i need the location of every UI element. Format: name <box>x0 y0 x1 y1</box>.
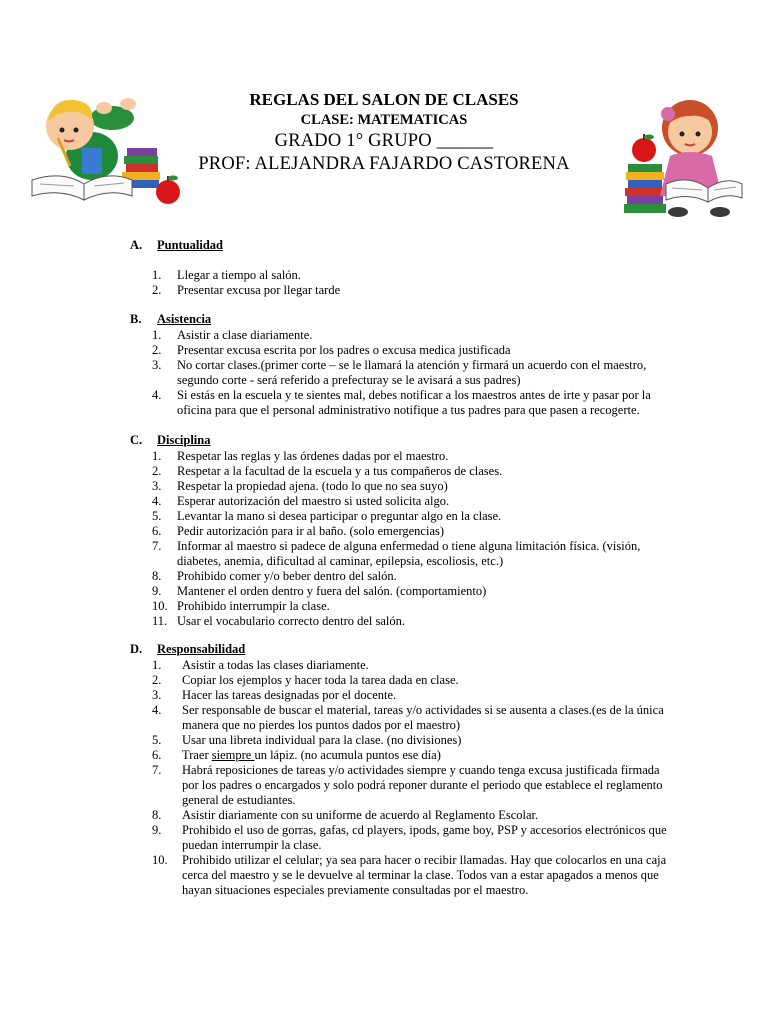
rule-item <box>130 763 670 808</box>
rule-text: Esperar autorización del maestro si usted solicita algo. <box>177 494 450 508</box>
section-title: Responsabilidad <box>157 642 246 656</box>
rule-number: 4. <box>152 494 162 508</box>
section-heading <box>130 433 670 449</box>
rule-item <box>130 539 670 569</box>
section-letter: C. <box>130 433 143 447</box>
rule-number: 3. <box>152 479 162 493</box>
rule-item <box>130 569 670 584</box>
rule-item <box>130 673 670 688</box>
class-subject: CLASE: MATEMATICAS <box>300 112 468 128</box>
rule-item <box>130 464 670 479</box>
rule-number: 2. <box>152 343 162 357</box>
rule-item <box>130 328 670 343</box>
rule-text: Habrá reposiciones de tareas y/o actividades siempre y cuando tenga excusa justificada firmada por los padres o encargados y solo podrá reponer durante el periodo que establece el reglamento general de estudiantes. <box>182 763 663 807</box>
rule-item <box>130 658 670 673</box>
grade-group: GRADO 1° GRUPO ______ <box>274 131 494 151</box>
rule-item <box>130 268 670 283</box>
rule-number: 10. <box>152 599 168 613</box>
rule-text: No cortar clases.(primer corte – se le llamará la atención y firmará un acuerdo con el maestro, segundo corte - será referido a prefecturay se le avisará a sus padres) <box>177 358 647 387</box>
rule-text: Si estás en la escuela y te sientes mal, debes notificar a los maestros antes de irte y pasar por la oficina para que el personal administrativo notifique a tus padres para que pasen a recogerte. <box>177 388 651 417</box>
rule-text: Asistir a clase diariamente. <box>177 328 313 342</box>
rule-number: 10. <box>152 853 168 867</box>
rule-text: Prohibido utilizar el celular; ya sea para hacer o recibir llamadas. Hay que colocarlos en una caja cerca del maestro y se le devuelve al terminar la clase. Todos van a estar apagados a menos que hayan situaciones especiales previamente consultadas por el maestro. <box>182 853 667 897</box>
rule-item <box>130 808 670 823</box>
rule-text-post: un lápiz. (no acumula puntos ese día) <box>254 748 441 762</box>
rule-number: 7. <box>152 539 162 553</box>
rule-number: 5. <box>152 509 162 523</box>
rule-item <box>130 358 670 388</box>
rule-text: Presentar excusa por llegar tarde <box>177 283 341 297</box>
rule-number: 5. <box>152 733 162 747</box>
rule-number: 1. <box>152 268 162 282</box>
rule-item <box>130 733 670 748</box>
rule-text: Pedir autorización para ir al baño. (solo emergencias) <box>177 524 445 538</box>
rule-number: 6. <box>152 524 162 538</box>
rule-number: 11. <box>152 614 168 628</box>
rule-number: 9. <box>152 584 162 598</box>
rule-text: Presentar excusa escrita por los padres o excusa medica justificada <box>177 343 511 357</box>
rule-number: 6. <box>152 748 162 762</box>
rule-number: 3. <box>152 358 162 372</box>
section-title: Disciplina <box>157 433 211 447</box>
rule-list <box>130 449 670 629</box>
rule-text: Ser responsable de buscar el material, tareas y/o actividades si se ausenta a clases.(es de la única manera que no pierdes los puntos dados por el maestro) <box>182 703 664 732</box>
rule-number: 1. <box>152 328 162 342</box>
rule-text: Prohibido comer y/o beber dentro del salón. <box>177 569 397 583</box>
section-heading <box>130 238 670 254</box>
rule-number: 2. <box>152 283 162 297</box>
rule-item <box>130 584 670 599</box>
rule-item <box>130 688 670 703</box>
rule-item <box>130 703 670 733</box>
rule-number: 1. <box>152 658 162 672</box>
rule-number: 8. <box>152 569 162 583</box>
rule-item <box>130 853 670 898</box>
rule-text: Prohibido interrumpir la clase. <box>177 599 330 613</box>
section-title: Puntualidad <box>157 238 224 252</box>
rule-number: 2. <box>152 673 162 687</box>
rule-item <box>130 494 670 509</box>
section-heading <box>130 642 670 658</box>
rule-item <box>130 388 670 418</box>
rule-item <box>130 614 670 629</box>
rule-text-pre: Traer <box>182 748 212 762</box>
rule-text: Usar el vocabulario correcto dentro del salón. <box>177 614 406 628</box>
rule-item <box>130 283 670 298</box>
rule-number: 8. <box>152 808 162 822</box>
rule-number: 3. <box>152 688 162 702</box>
document-header <box>0 90 768 176</box>
section-puntualidad <box>130 238 670 298</box>
rule-item <box>130 479 670 494</box>
rule-list <box>130 268 670 298</box>
section-asistencia <box>130 312 670 418</box>
rule-text: Respetar a la facultad de la escuela y a tus compañeros de clases. <box>177 464 503 478</box>
rule-number: 1. <box>152 449 162 463</box>
rule-text: Llegar a tiempo al salón. <box>177 268 301 282</box>
rule-item <box>130 599 670 614</box>
section-responsabilidad <box>130 642 670 898</box>
rule-item <box>130 343 670 358</box>
rule-number: 4. <box>152 703 162 717</box>
document-title: REGLAS DEL SALON DE CLASES <box>249 90 519 109</box>
section-title: Asistencia <box>157 312 212 326</box>
rule-item <box>130 524 670 539</box>
rule-list <box>130 658 670 898</box>
rule-item <box>130 509 670 524</box>
section-disciplina <box>130 433 670 629</box>
rule-number: 7. <box>152 763 162 777</box>
rule-text: Usar una libreta individual para la clase. (no divisiones) <box>182 733 462 747</box>
rule-item <box>130 823 670 853</box>
rule-text: Respetar las reglas y las órdenes dadas por el maestro. <box>177 449 449 463</box>
rule-text-underlined: siempre <box>211 748 255 762</box>
rule-text: Hacer las tareas designadas por el docente. <box>182 688 397 702</box>
teacher-name: PROF: ALEJANDRA FAJARDO CASTORENA <box>198 154 570 174</box>
rule-text: Copiar los ejemplos y hacer toda la tarea dada en clase. <box>182 673 459 687</box>
rule-text: Prohibido el uso de gorras, gafas, cd players, ipods, game boy, PSP y accesorios electrónicos que puedan interrumpir la clase. <box>182 823 667 852</box>
rule-item <box>130 748 670 763</box>
rule-text: Asistir a todas las clases diariamente. <box>182 658 369 672</box>
section-letter: A. <box>130 238 143 252</box>
rule-item <box>130 449 670 464</box>
section-heading <box>130 312 670 328</box>
rule-text: Levantar la mano si desea participar o preguntar algo en la clase. <box>177 509 502 523</box>
rule-list <box>130 328 670 418</box>
rule-number: 4. <box>152 388 162 402</box>
rule-number: 9. <box>152 823 162 837</box>
rule-text: Informar al maestro si padece de alguna enfermedad o tiene alguna limitación física. (visión, diabetes, anemia, dificultad al caminar, epilepsia, escoliosis, etc.) <box>177 539 641 568</box>
rule-text: Respetar la propiedad ajena. (todo lo que no sea suyo) <box>177 479 448 493</box>
section-letter: D. <box>130 642 143 656</box>
rule-text: Mantener el orden dentro y fuera del salón. (comportamiento) <box>177 584 487 598</box>
rule-number: 2. <box>152 464 162 478</box>
rule-text: Asistir diariamente con su uniforme de acuerdo al Reglamento Escolar. <box>182 808 539 822</box>
section-letter: B. <box>130 312 142 326</box>
